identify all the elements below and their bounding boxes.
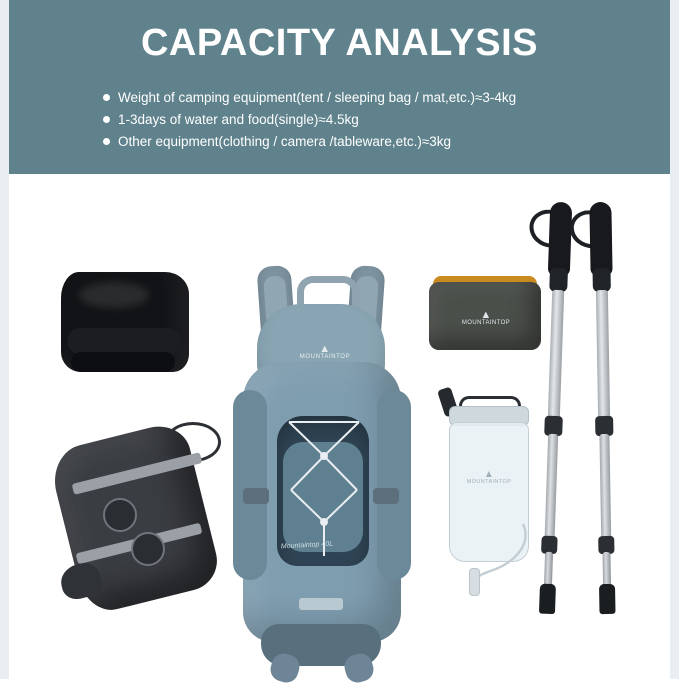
bullet-dot-icon bbox=[103, 116, 110, 123]
sleeping-bag-buckle-lower bbox=[131, 532, 165, 566]
stuff-sack-brand-logo bbox=[455, 310, 517, 326]
list-item bbox=[103, 132, 630, 151]
pole-grip-extension bbox=[592, 268, 610, 292]
backpack-brand-text: MOUNTAINTOP bbox=[299, 354, 351, 360]
jacket-item bbox=[61, 272, 189, 384]
backpack-side-pocket-right bbox=[377, 390, 411, 580]
trekking-pole-right bbox=[581, 202, 628, 623]
pole-shaft-lower bbox=[602, 552, 611, 588]
jacket-highlight bbox=[79, 282, 149, 308]
pole-shaft-lower bbox=[544, 552, 553, 588]
bullet-text: Other equipment(clothing / camera /tableware,etc.)≈3kg bbox=[118, 134, 452, 149]
stuff-sack-item bbox=[429, 282, 541, 352]
page-title: CAPACITY ANALYSIS bbox=[140, 22, 539, 64]
mountain-icon: ▲ bbox=[480, 309, 492, 321]
backpack-item bbox=[227, 266, 417, 676]
water-bladder-bite-valve bbox=[469, 568, 480, 596]
backpack-bottom-tag bbox=[299, 598, 343, 610]
pole-shaft-upper bbox=[596, 290, 610, 420]
backpack-bungee-cord bbox=[281, 416, 367, 561]
water-bladder-brand-text: MOUNTAINTOP bbox=[466, 479, 512, 485]
jacket-fold-lower bbox=[71, 352, 175, 372]
sleeping-bag-buckle-upper bbox=[103, 498, 137, 532]
water-bladder-brand-logo bbox=[461, 470, 517, 485]
water-bladder-item bbox=[441, 400, 537, 600]
trekking-poles-item bbox=[533, 202, 653, 622]
bullet-dot-icon bbox=[103, 138, 110, 145]
water-bladder-hose bbox=[441, 520, 537, 600]
backpack-model-text: Mountaintop 40L bbox=[280, 540, 334, 551]
pole-tip bbox=[539, 584, 556, 615]
pole-grip bbox=[589, 202, 612, 276]
list-item bbox=[103, 88, 630, 107]
mountain-icon: ▲ bbox=[483, 469, 495, 480]
bullet-dot-icon bbox=[103, 94, 110, 101]
list-item bbox=[103, 110, 630, 129]
pole-grip-extension bbox=[549, 268, 568, 293]
pole-shaft-upper bbox=[548, 290, 565, 420]
pole-grip bbox=[548, 202, 573, 277]
trekking-pole-left bbox=[528, 201, 583, 622]
jacket-fold-upper bbox=[67, 328, 181, 354]
backpack-compression-buckle-left bbox=[243, 488, 269, 504]
backpack-brand-logo bbox=[289, 344, 361, 360]
pole-tip bbox=[599, 584, 616, 614]
product-photo-area bbox=[9, 174, 670, 679]
backpack-compression-buckle-right bbox=[373, 488, 399, 504]
backpack-side-pocket-left bbox=[233, 390, 267, 580]
mountain-icon: ▲ bbox=[319, 343, 331, 355]
bullet-text: Weight of camping equipment(tent / sleeping bag / mat,etc.)≈3-4kg bbox=[118, 90, 517, 105]
sleeping-bag-item bbox=[57, 414, 217, 614]
pole-shaft-middle bbox=[545, 434, 559, 540]
capacity-analysis-banner bbox=[9, 0, 670, 174]
pole-shaft-middle bbox=[599, 434, 611, 540]
bullet-text: 1-3days of water and food(single)≈4.5kg bbox=[118, 112, 359, 127]
capacity-bullet-list bbox=[103, 88, 630, 154]
stuff-sack-brand-text: MOUNTAINTOP bbox=[461, 320, 511, 326]
